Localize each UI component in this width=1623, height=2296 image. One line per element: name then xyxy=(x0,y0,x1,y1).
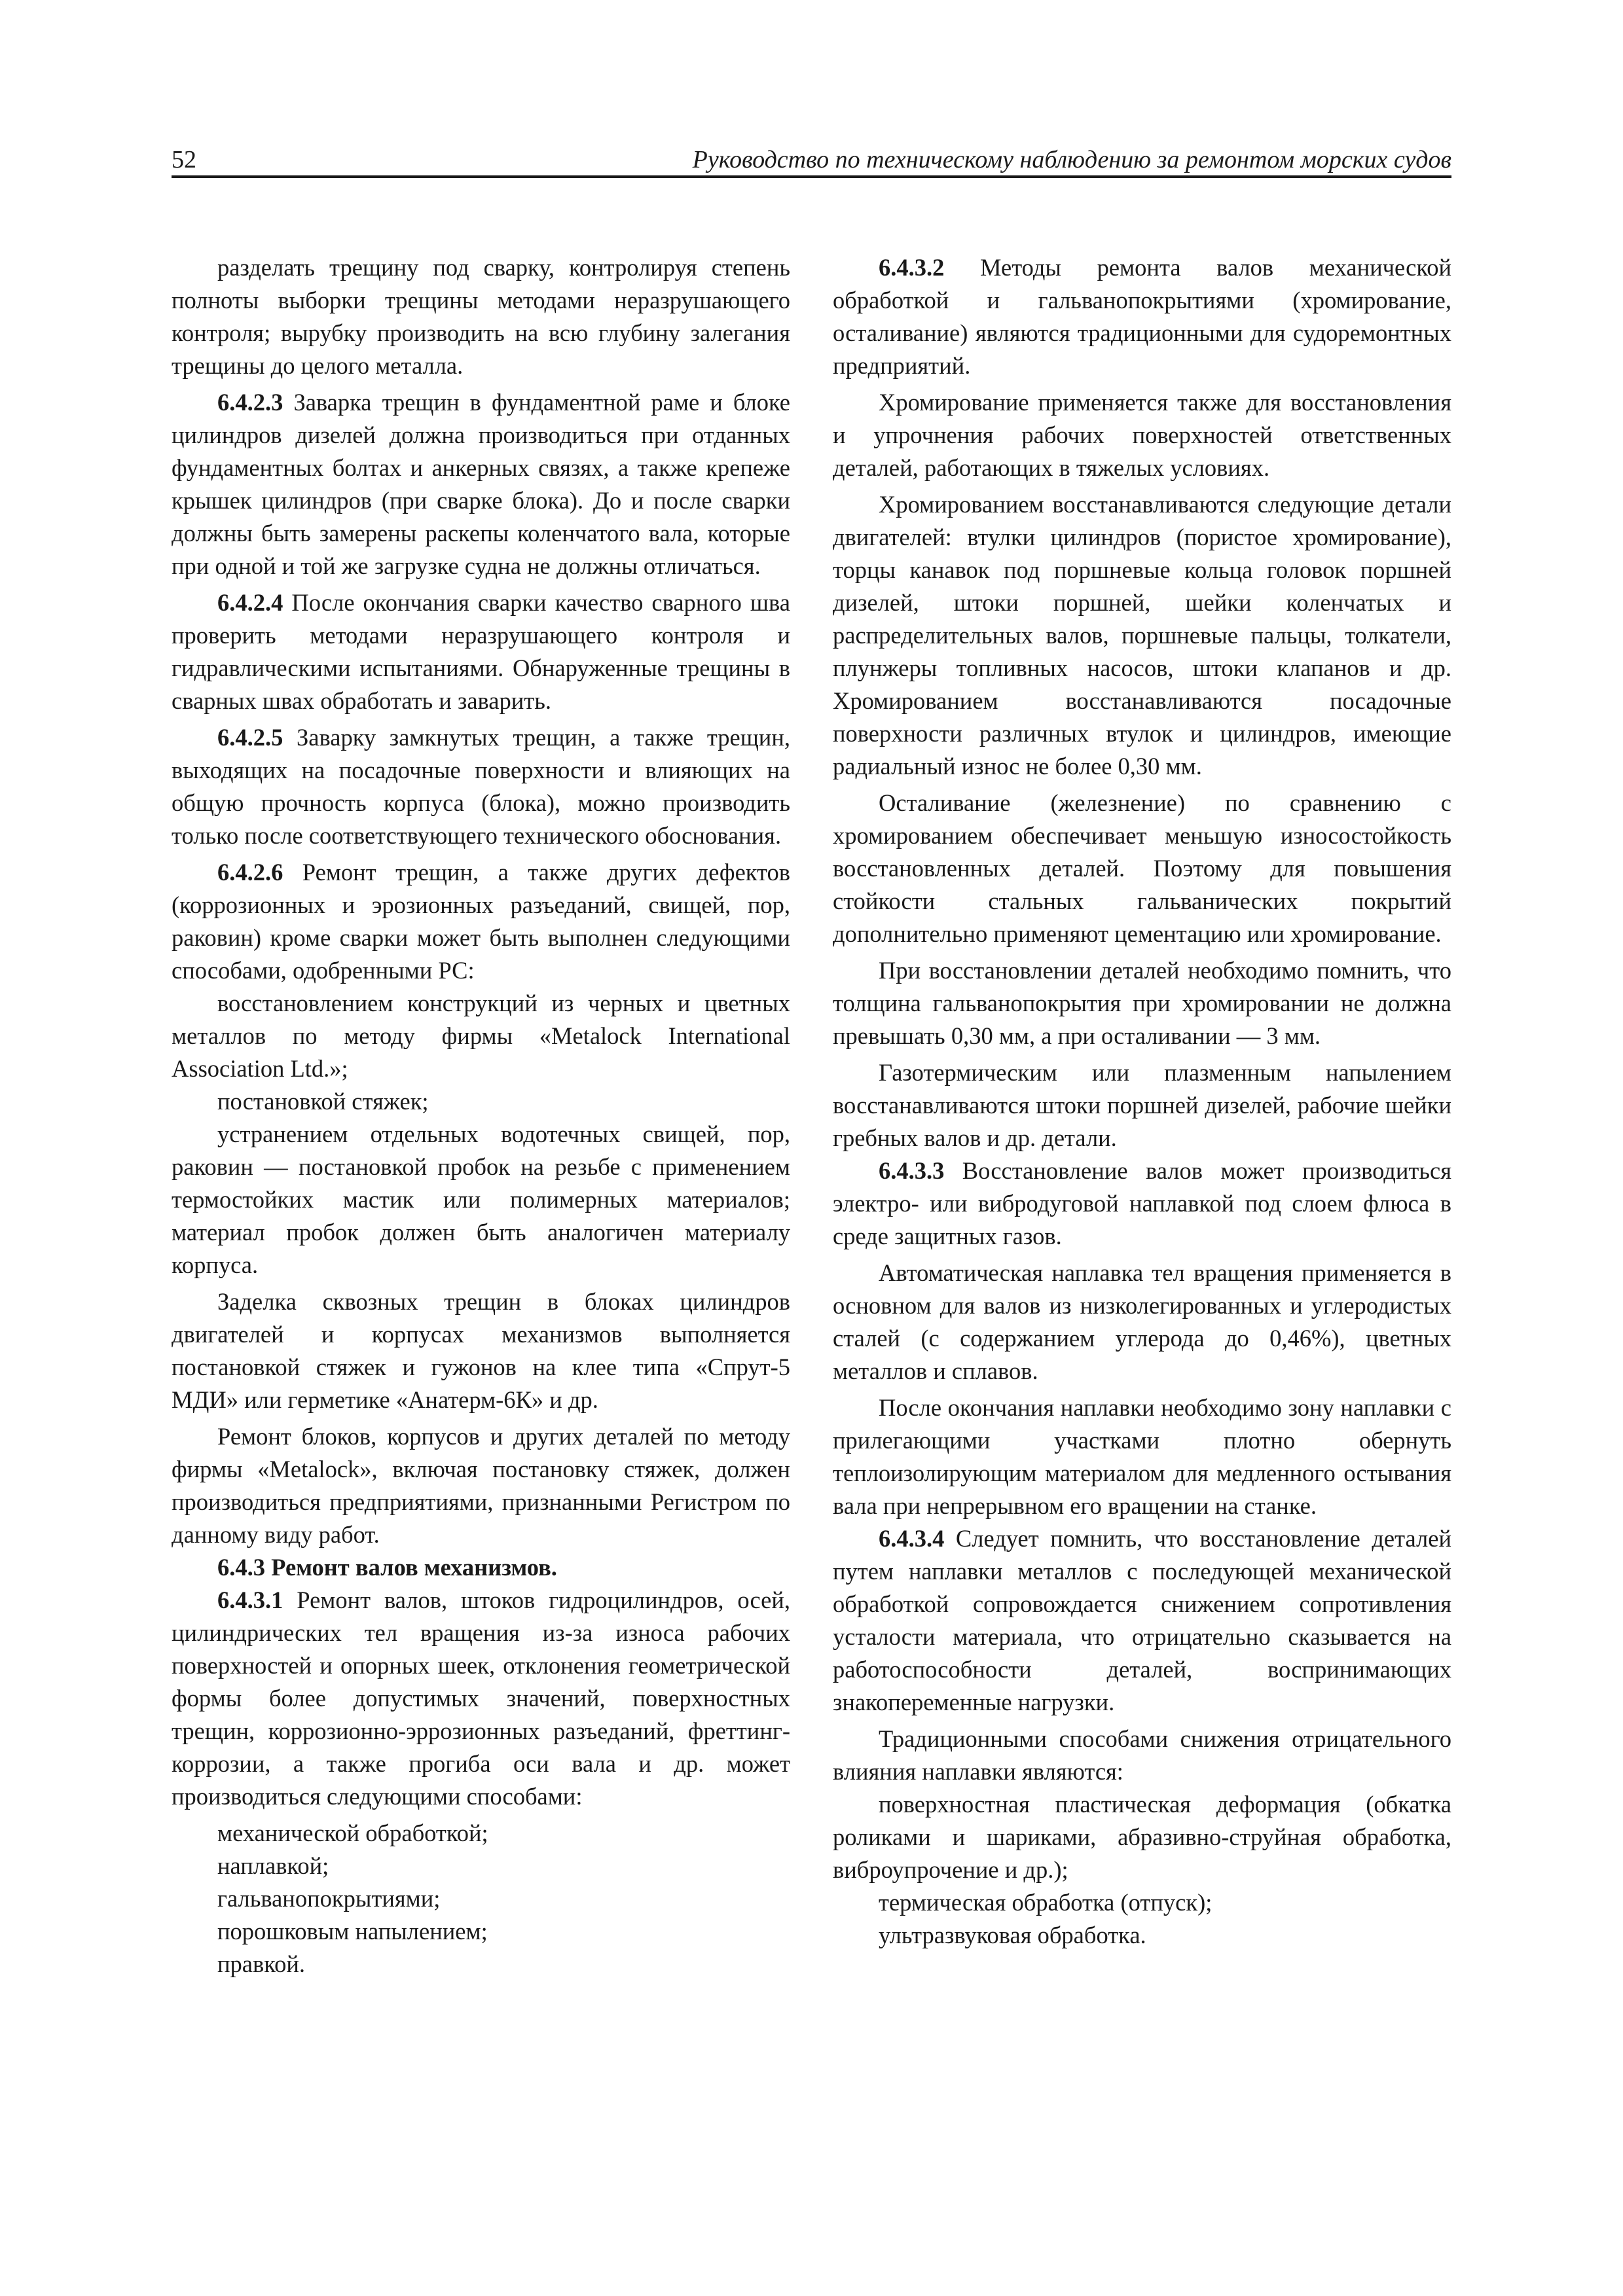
list-item: механической обработкой; xyxy=(217,1820,488,1846)
paragraph: 6.4.2.4 После окончания сварки качество сварного шва проверить методами неразрушающего контроля и гидравлическими испытаниями. Обнаруженные трещины в сварных швах обработать и заварить. xyxy=(172,589,790,714)
page-number: 52 xyxy=(172,146,196,173)
list-item: гальванопокрытиями; xyxy=(217,1885,441,1912)
running-title: Руководство по техническому наблюдению за ремонтом морских судов xyxy=(692,146,1451,173)
header-rule xyxy=(172,175,1451,178)
list-item: поверхностная пластическая деформация (обкатка роликами и шариками, абразивно-струйная обработка, виброупрочение и др.); xyxy=(833,1791,1451,1883)
paragraph: Традиционными способами снижения отрицательного влияния наплавки являются: xyxy=(833,1725,1451,1785)
paragraph: Заделка сквозных трещин в блоках цилиндров двигателей и корпусах механизмов выполняется постановкой стяжек и гужонов на клее типа «Спрут-5 МДИ» или герметике «Анатерм-6К» и др. xyxy=(172,1288,790,1413)
paragraph: 6.4.2.6 Ремонт трещин, а также других дефектов (коррозионных и эрозионных разъеданий, свищей, пор, раковин) кроме сварки может быть выполнен следующими способами, одобренными РС: xyxy=(172,859,790,984)
paragraph: 6.4.2.3 Заварка трещин в фундаментной раме и блоке цилиндров дизелей должна производиться при отданных фундаментных болтах и анкерных связях, а также крепеже крышек цилиндров (при сварке блока). До и после сварки должны быть замерены раскепы коленчатого вала, которые при одной и той же загрузке судна не должны отличаться. xyxy=(172,389,790,579)
left-column xyxy=(172,251,790,1981)
list-item: наплавкой; xyxy=(217,1852,329,1879)
list-item: ультразвуковая обработка. xyxy=(879,1922,1146,1948)
paragraph: При восстановлении деталей необходимо помнить, что толщина гальванопокрытия при хромировании не должна превышать 0,30 мм, а при осталивании — 3 мм. xyxy=(833,957,1451,1049)
paragraph: 6.4.3.3 Восстановление валов может производиться электро- или вибродуговой наплавкой под слоем флюса в среде защитных газов. xyxy=(833,1157,1451,1249)
paragraph: разделать трещину под сварку, контролируя степень полноты выборки трещины методами неразрушающего контроля; вырубку производить на всю глубину залегания трещины до целого металла. xyxy=(172,254,790,379)
paragraph: Осталивание (железнение) по сравнению с хромированием обеспечивает меньшую износостойкость восстановленных деталей. Поэтому для повышения стойкости стальных гальванических покрытий дополнительно применяют цементацию или хромирование. xyxy=(833,789,1451,947)
paragraph: 6.4.2.5 Заварку замкнутых трещин, а также трещин, выходящих на посадочные поверхности и влияющих на общую прочность корпуса (блока), можно производить только после соответствующего технического обоснования. xyxy=(172,724,790,849)
paragraph: устранением отдельных водотечных свищей, пор, раковин — постановкой пробок на резьбе с применением термостойких мастик или полимерных материалов; материал пробок должен быть аналогичен материалу корпуса. xyxy=(172,1121,790,1278)
paragraph: Хромированием восстанавливаются следующие детали двигателей: втулки цилиндров (пористое хромирование), торцы канавок под поршневые кольца головок поршней дизелей, штоки поршней, шейки коленчатых и распределительных валов, поршневые пальцы, толкатели, плунжеры топливных насосов, штоки клапанов и др. Хромированием восстанавливаются посадочные поверхности различных втулок и цилиндров, имеющие радиальный износ не более 0,30 мм. xyxy=(833,491,1451,780)
paragraph: 6.4.3.4 Следует помнить, что восстановление деталей путем наплавки металлов с последующей механической обработкой сопровождается снижением сопротивления усталости материала, что отрицательно сказывается на работоспособности деталей, воспринимающих знакопеременные нагрузки. xyxy=(833,1525,1451,1715)
paragraph: 6.4.3.2 Методы ремонта валов механической обработкой и гальванопокрытиями (хромирование, осталивание) являются традиционными для судоремонтных предприятий. xyxy=(833,254,1451,379)
list-item: термическая обработка (отпуск); xyxy=(879,1889,1213,1916)
right-column xyxy=(833,251,1451,1952)
paragraph: Хромирование применяется также для восстановления и упрочнения рабочих поверхностей ответственных деталей, работающих в тяжелых условиях. xyxy=(833,389,1451,481)
section-heading: 6.4.3 Ремонт валов механизмов. xyxy=(217,1554,557,1581)
paragraph: Ремонт блоков, корпусов и других деталей по методу фирмы «Metalock», включая постановку стяжек, должен производиться предприятиями, признанными Регистром по данному виду работ. xyxy=(172,1423,790,1548)
paragraph: восстановлением конструкций из черных и цветных металлов по методу фирмы «Metalock International Association Ltd.»; xyxy=(172,990,790,1082)
paragraph: Автоматическая наплавка тел вращения применяется в основном для валов из низколегированных и углеродистых сталей (с содержанием углерода до 0,46%), цветных металлов и сплавов. xyxy=(833,1259,1451,1384)
page-header xyxy=(172,145,1451,179)
list-item: порошковым напылением; xyxy=(217,1918,488,1945)
paragraph: После окончания наплавки необходимо зону наплавки с прилегающими участками плотно обернуть теплоизолирующим материалом для медленного остывания вала при непрерывном его вращении на станке. xyxy=(833,1394,1451,1519)
paragraph: Газотермическим или плазменным напылением восстанавливаются штоки поршней дизелей, рабочие шейки гребных валов и др. детали. xyxy=(833,1059,1451,1151)
paragraph: 6.4.3.1 Ремонт валов, штоков гидроцилиндров, осей, цилиндрических тел вращения из-за износа рабочих поверхностей и опорных шеек, отклонения геометрической формы более допустимых значений, поверхностных трещин, коррозионно-эррозионных разъеданий, фреттинг-коррозии, а также прогиба оси вала и др. может производиться следующими способами: xyxy=(172,1587,790,1810)
paragraph: постановкой стяжек; xyxy=(217,1088,429,1115)
list-item: правкой. xyxy=(217,1950,306,1977)
